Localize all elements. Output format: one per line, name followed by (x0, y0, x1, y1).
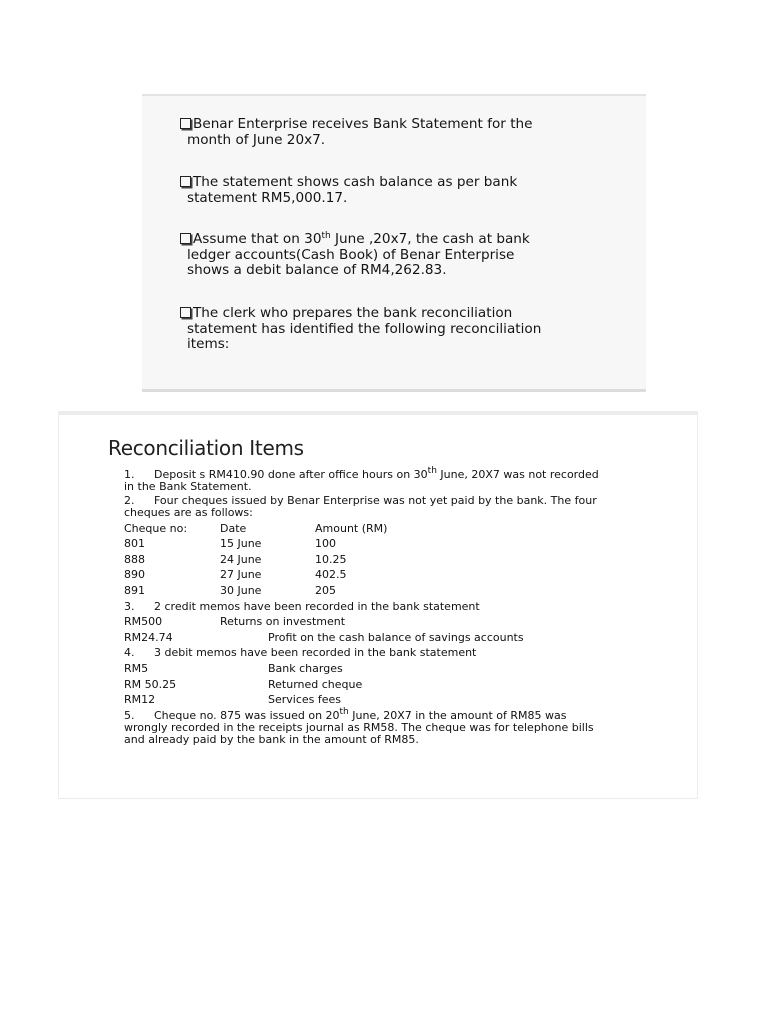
item-4: 4. 3 debit memos have been recorded in the bank statement (124, 646, 477, 660)
intro-slide (142, 94, 646, 392)
table-row: 888 24 June 10.25 (124, 552, 347, 566)
table-row: 801 15 June 100 (124, 537, 336, 551)
checkbox-bullet-icon (180, 233, 191, 244)
reconciliation-items: 1. Deposit s RM410.90 done after office hours on 30th June, 20X7 was not recorded in the Bank Statement. 2. Four cheques issued by Benar Enterprise was not yet paid by the bank. The four cheques are as follows: Cheque no: Date Amount (RM) 801 15 June 100 888 24 June 10.25 890 27 June 402.5 891 30 June 205 3. 2 credit memos have been recorded in the bank statement RM500 Returns on investment RM24.74 Profit on the cash balance of savings accounts 4. 3 debit memos have been recorded in the bank statement RM5 Bank charges RM 50.25 Returned cheque RM12 Services fees 5. Cheque no. 875 was issued on 20th June, 20X7 in the amount of RM85 was wrongly recorded in the receipts journal as RM58. The cheque was for telephone bills and already paid by the bank in the amount of RM85. (124, 469, 664, 746)
list-item: RM12 Services fees (124, 693, 342, 707)
page-title: Reconciliation Items (108, 436, 304, 460)
cheque-table-header: Cheque no: Date Amount (RM) (124, 521, 388, 535)
item-2: 2. Four cheques issued by Benar Enterprise was not yet paid by the bank. The four (124, 494, 597, 507)
bullet-clerk-items: The clerk who prepares the bank reconciliation statement has identified the following reconciliation items: (180, 306, 620, 353)
checkbox-bullet-icon (180, 176, 191, 187)
list-item: RM5 Bank charges (124, 661, 343, 675)
table-row: 890 27 June 402.5 (124, 568, 347, 582)
table-row: 891 30 June 205 (124, 583, 336, 597)
list-item: RM24.74 Profit on the cash balance of savings accounts (124, 630, 524, 644)
item-1: 1. Deposit s RM410.90 done after office hours on 30th June, 20X7 was not recorded (124, 466, 599, 481)
item-3: 3. 2 credit memos have been recorded in the bank statement (124, 599, 480, 613)
bullet-bank-statement: Benar Enterprise receives Bank Statement for the month of June 20x7. (180, 117, 620, 148)
bullet-cash-book-balance: Assume that on 30th June ,20x7, the cash at bank ledger accounts(Cash Book) of Benar Enterprise shows a debit balance of RM4,262.83. (180, 232, 620, 279)
checkbox-bullet-icon (180, 118, 191, 129)
list-item: RM 50.25 Returned cheque (124, 677, 363, 691)
checkbox-bullet-icon (180, 307, 191, 318)
list-item: RM500 Returns on investment (124, 615, 346, 629)
bullet-statement-balance: The statement shows cash balance as per bank statement RM5,000.17. (180, 175, 620, 206)
item-5: 5. Cheque no. 875 was issued on 20th June, 20X7 in the amount of RM85 was (124, 706, 567, 722)
reconciliation-slide (58, 411, 698, 799)
